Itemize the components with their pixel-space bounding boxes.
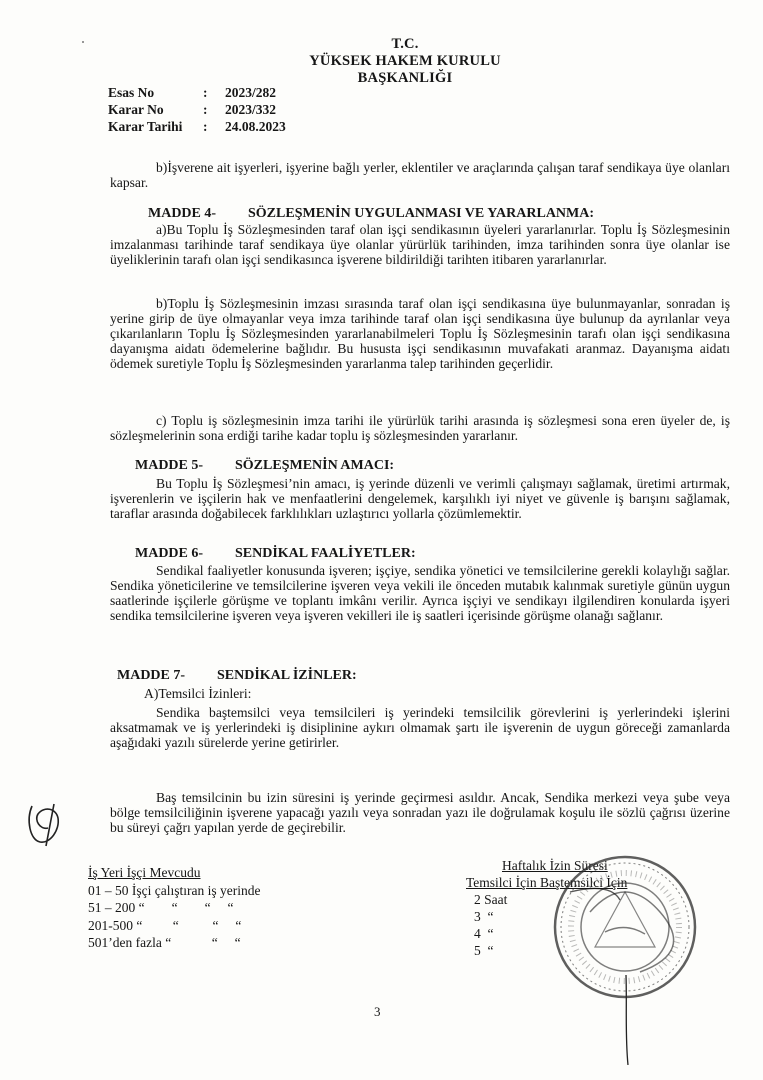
leave-duration-row-4: 5 “ <box>474 943 494 958</box>
madde-7-paragraph-1: Sendika baştemsilci veya temsilcileri iş yerindeki temsilcilik görevlerini iş yerlerindeki işlerini aksatmamak ve iş yerlerindeki iş disiplinine aykırı olmamak şartı ile işverenin de uygun göreceği zamanlarda aşağıdaki yazılı sürelerde yerine getirirler. <box>110 705 730 750</box>
tarih-row <box>108 118 286 135</box>
worker-count-row-1: 01 – 50 İşçi çalıştıran iş yerinde <box>88 882 261 898</box>
worker-count-header: İş Yeri İşçi Mevcudu <box>88 865 201 880</box>
madde-6-number: MADDE 6- <box>135 546 204 561</box>
tarih-value: 24.08.2023 <box>225 119 286 134</box>
scan-speck <box>82 41 84 43</box>
esas-sep: : <box>203 85 208 100</box>
intro-paragraph: b)İşverene ait işyerleri, işyerine bağlı yerler, eklentiler ve araçlarında çalışan taraf sendikaya üye olanları kapsar. <box>110 160 730 191</box>
karar-label: Karar No <box>108 102 164 117</box>
leave-duration-row-1: 2 Saat <box>474 892 508 907</box>
header-institution: YÜKSEK HAKEM KURULU <box>309 53 501 69</box>
madde-6-body: Sendikal faaliyetler konusunda işveren; işçiye, sendika yönetici ve temsilcilerine gerekli kolaylığı sağlar. Sendika yöneticilerine ve temsilcilerine işveren veya vekili ile önceden mutabık kalınmak suretiyle günün uygun saatlerinde işçilerle görüşme ve toplantı imkânı verilir. Ayrıca işçiyi ve sendikayı ilgilendiren konularda işyeri sendika temsilcilerine işveren veya işveren vekilleri ile iş saatleri içerisinde görüşme olanağı sağlanır. <box>110 563 730 623</box>
tarih-sep: : <box>203 119 208 134</box>
worker-count-row-3: 201-500 “ “ “ “ <box>88 917 242 933</box>
signature-stroke <box>620 975 634 1065</box>
madde-7-heading <box>117 668 357 684</box>
worker-count-row-4: 501’den fazla “ “ “ <box>88 935 241 950</box>
worker-count-column <box>88 864 260 952</box>
leave-duration-row-3: 4 “ <box>474 926 494 941</box>
leave-duration-subheader: Temsilci İçin Baştemsilci İçin <box>466 875 628 890</box>
madde-5-heading <box>135 458 394 474</box>
madde-5-number: MADDE 5- <box>135 458 204 473</box>
page-number: 3 <box>374 1004 381 1019</box>
madde-6-heading <box>135 546 416 562</box>
madde-7-number: MADDE 7- <box>117 668 186 683</box>
esas-label: Esas No <box>108 85 155 100</box>
madde-4-b: b)Toplu İş Sözleşmesinin imzası sırasında taraf olan işçi sendikasına üye bulunmayanlar, sonradan iş yerine girip de üye olmayanlar veya imza tarihinde taraf olan işçi sendikasına üye bulunup da ayrılanlar veya çıkarılanların Toplu İş Sözleşmesinden yararlanabilmeleri Toplu İş Sözleşmesinin tarafı olan işçi sendikasına dayanışma aidatı ödemelerine bağlıdır. Bu hususta işçi sendikasının muvafakati aranmaz. Dayanışma aidatı ödemek suretiyle Toplu İş Sözleşmesinden yararlanma talep tarihinden geçerlidir. <box>110 296 730 371</box>
case-meta <box>108 84 286 135</box>
esas-row <box>108 84 286 101</box>
karar-sep: : <box>203 102 208 117</box>
madde-4-number: MADDE 4- <box>148 206 217 221</box>
madde-5-title: SÖZLEŞMENİN AMACI: <box>235 458 395 473</box>
madde-7-paragraph-2: Baş temsilcinin bu izin süresini iş yerinde geçirmesi asıldır. Ancak, Sendika merkezi veya şube veya bölge temsilciliğinin işverene yapacağı yazılı veya sonradan yazı ile doğrulamak koşulu ile sözlü çağrısı üzerine bu süreyi çağrı yapılan yerde de geçirebilir. <box>110 790 730 835</box>
header-tc: T.C. <box>391 36 419 52</box>
karar-row <box>108 101 286 118</box>
madde-4-c: c) Toplu iş sözleşmesinin imza tarihi ile yürürlük tarihi arasında iş sözleşmesi sona eren üyeler de, iş sözleşmelerinin sona erdiği tarihe kadar toplu iş sözleşmesinden yararlanır. <box>110 413 730 443</box>
madde-5-body: Bu Toplu İş Sözleşmesi’nin amacı, iş yerinde düzenli ve verimli çalışmayı sağlamak, üretimi artırmak, işverenlerin ve işçilerin hak ve menfaatlerini dengelemek, karşılıklı iyi niyet ve güvenle iş barışını sağlamak, taraflar arasında doğabilecek farklılıkları uzlaştırıcı yollarla çözümlemektir. <box>110 476 730 521</box>
madde-7-subheading: A)Temsilci İzinleri: <box>144 686 252 701</box>
madde-4-title: SÖZLEŞMENİN UYGULANMASI VE YARARLANMA: <box>248 206 595 221</box>
leave-duration-row-2: 3 “ <box>474 909 494 924</box>
madde-7-title: SENDİKAL İZİNLER: <box>217 668 357 683</box>
leave-duration-header: Haftalık İzin Süresi <box>502 858 608 873</box>
madde-4-a: a)Bu Toplu İş Sözleşmesinden taraf olan işçi sendikasının üyeleri yararlanırlar. Toplu İş Sözleşmesinin imzalanması tarihinde taraf sendikaya üye olanlar yürürlük tarihinden, imza tarihinden sonra üye olanlar ise üyeliklerinin tarafı olan işçi sendikasınca işverene bildirildiği tarihten itibaren yararlanırlar. <box>110 222 730 267</box>
worker-count-row-2: 51 – 200 “ “ “ “ <box>88 900 234 915</box>
esas-value: 2023/282 <box>225 85 277 100</box>
tarih-label: Karar Tarihi <box>108 119 183 134</box>
karar-value: 2023/332 <box>225 102 277 117</box>
handwritten-initial <box>24 800 68 848</box>
madde-6-title: SENDİKAL FAALİYETLER: <box>235 546 416 561</box>
madde-4-heading <box>148 206 594 222</box>
header-department: BAŞKANLIĞI <box>357 70 453 86</box>
